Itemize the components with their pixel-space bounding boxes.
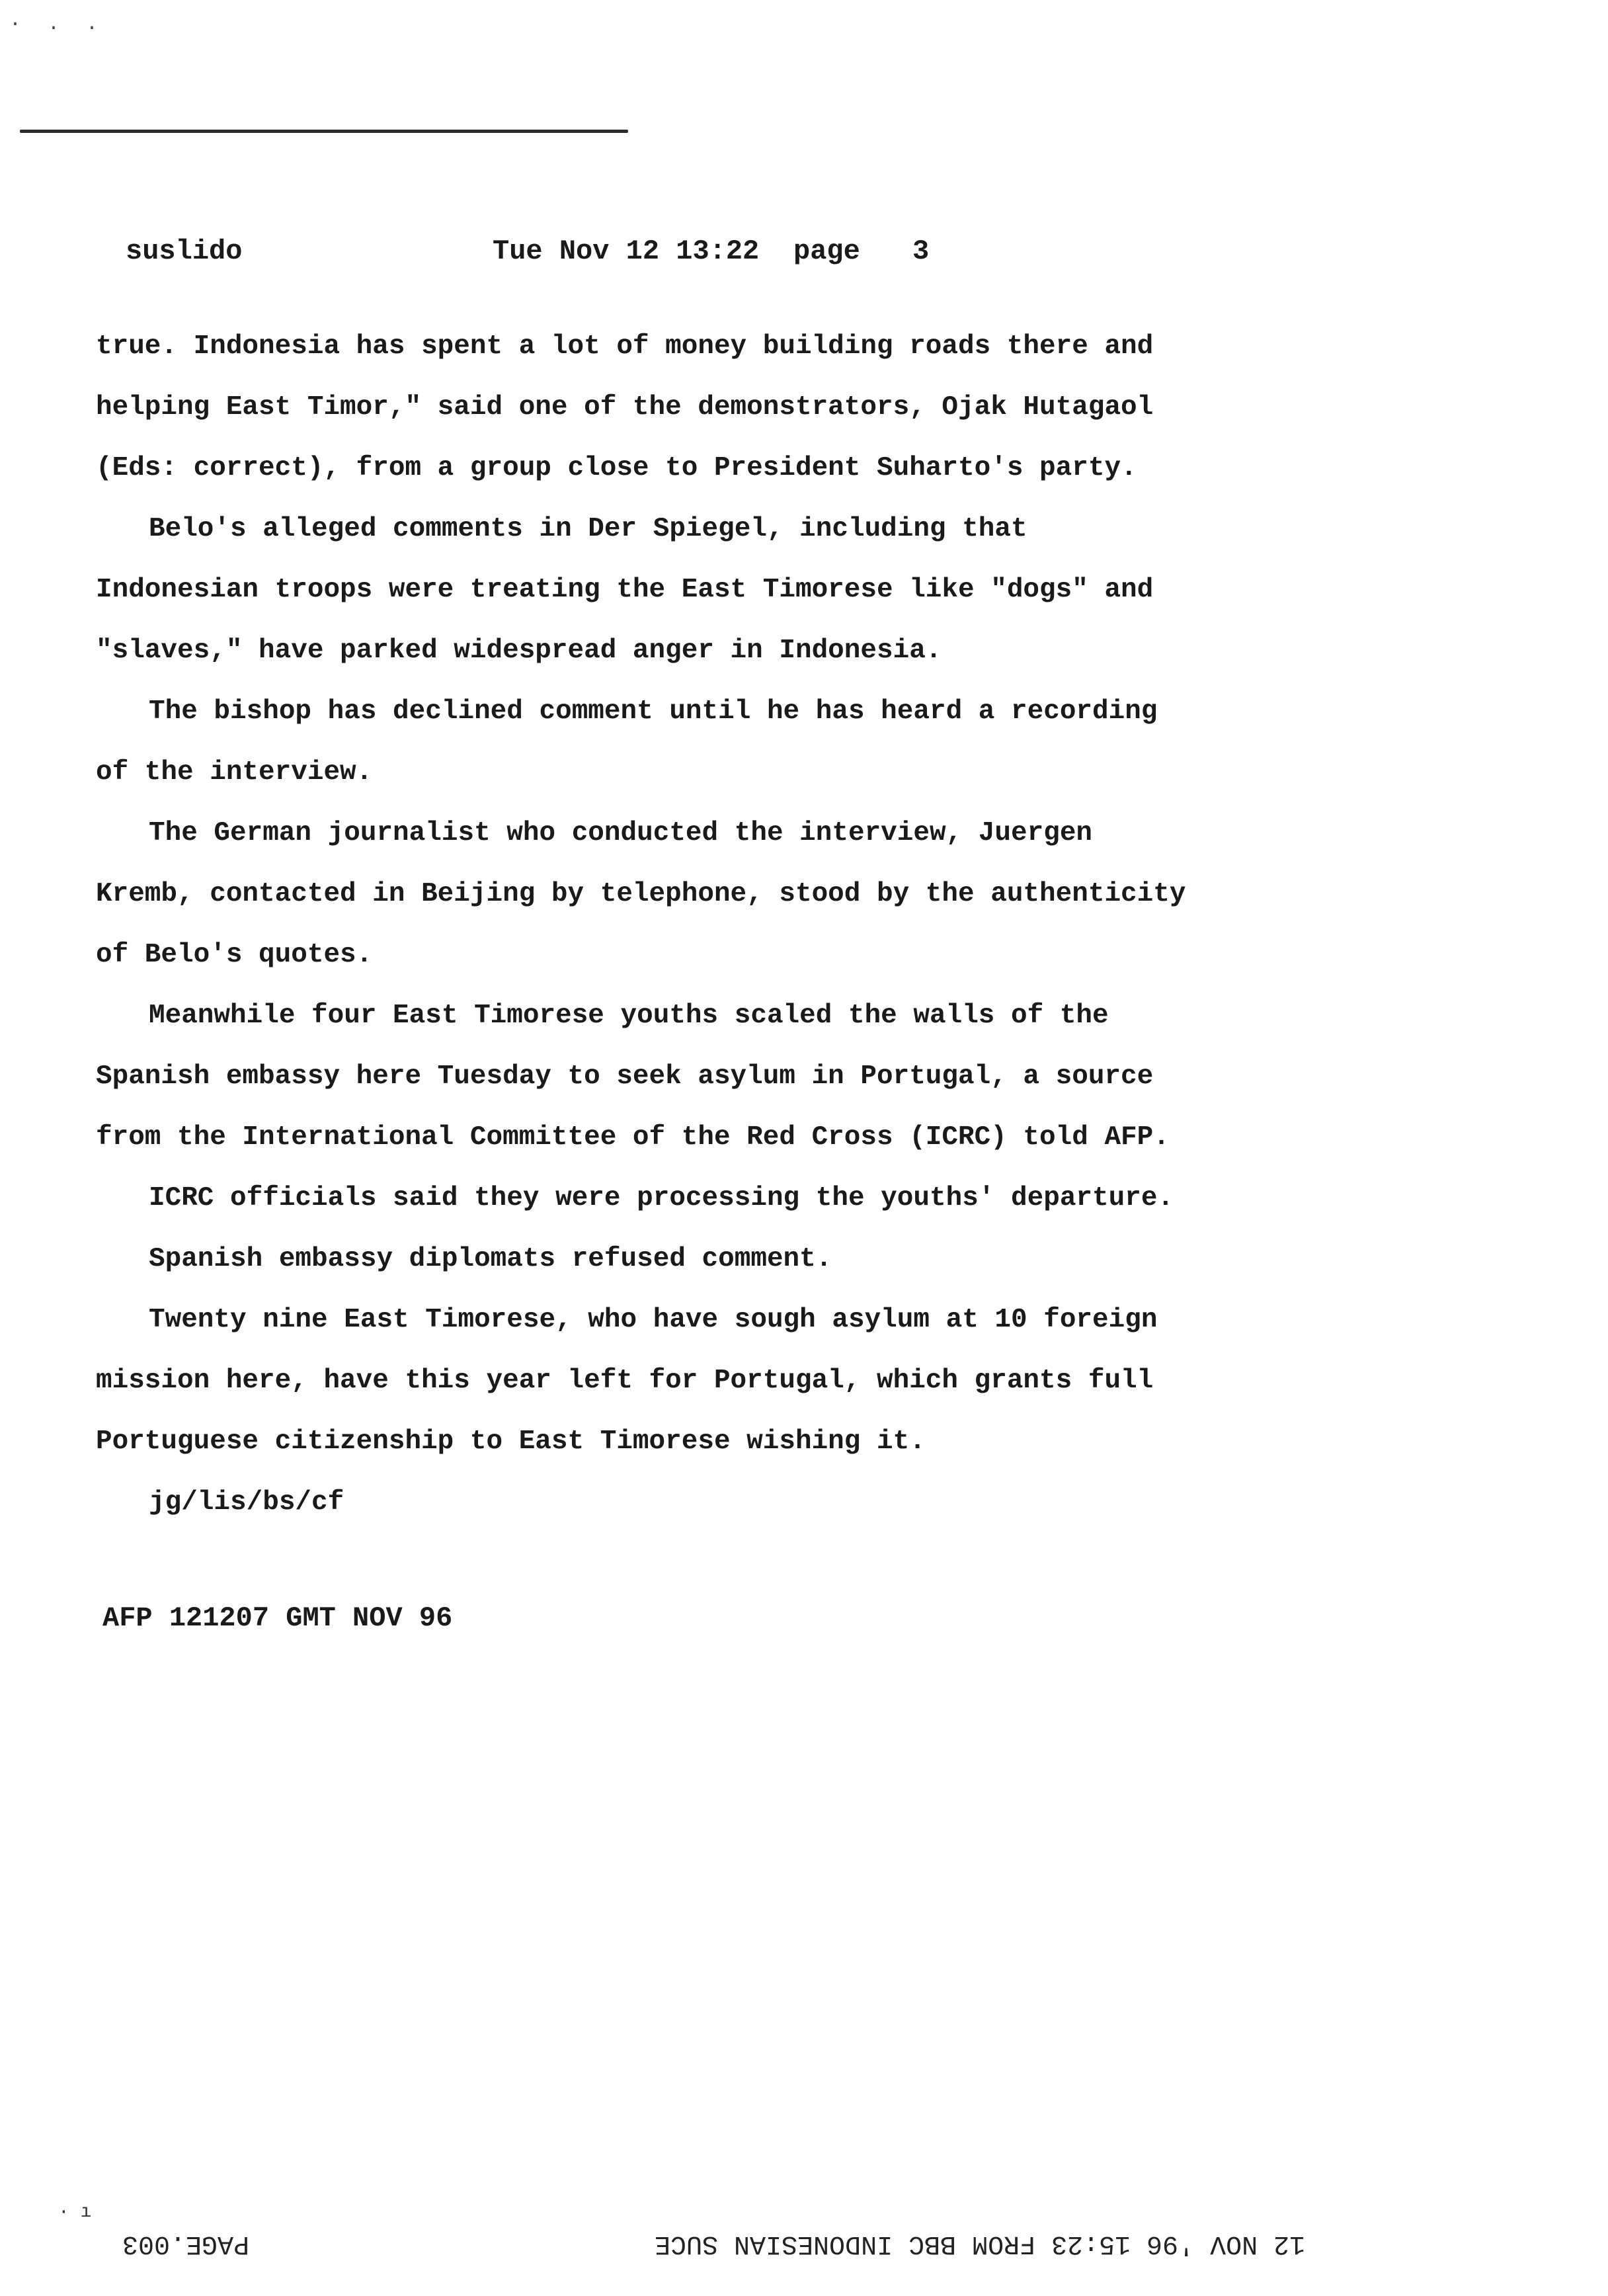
body-line: ICRC officials said they were processing the youths' departure. — [149, 1183, 1174, 1213]
body-line: true. Indonesia has spent a lot of money building roads there and — [96, 331, 1154, 362]
body-line: Twenty nine East Timorese, who have sough asylum at 10 foreign — [149, 1305, 1158, 1335]
top-rule — [20, 130, 628, 133]
body-line: Indonesian troops were treating the East Timorese like "dogs" and — [96, 575, 1154, 605]
fax-footer-transmission: 12 NOV '96 15:23 FROM BBC INDONESIAN SUCE — [655, 2229, 1306, 2258]
body-line: Belo's alleged comments in Der Spiegel, including that — [149, 514, 1027, 544]
body-line: helping East Timor," said one of the demonstrators, Ojak Hutagaol — [96, 392, 1154, 423]
body-line: Kremb, contacted in Beijing by telephone, stood by the authenticity — [96, 879, 1186, 909]
body-line: The German journalist who conducted the interview, Juergen — [149, 818, 1093, 848]
header-slug: suslido — [126, 235, 243, 267]
header-page-label: page — [793, 235, 860, 267]
body-line: jg/lis/bs/cf — [149, 1487, 344, 1518]
body-line: from the International Committee of the Red Cross (ICRC) told AFP. — [96, 1122, 1170, 1153]
body-line: Spanish embassy here Tuesday to seek asylum in Portugal, a source — [96, 1061, 1154, 1092]
fax-footer-page: PAGE.003 — [122, 2229, 250, 2258]
article-body — [96, 316, 1498, 1533]
dateline: AFP 121207 GMT NOV 96 — [102, 1602, 453, 1634]
body-line: of the interview. — [96, 757, 373, 788]
body-line: The bishop has declined comment until he has heard a recording — [149, 696, 1158, 727]
scan-specks: ·.. — [9, 13, 125, 36]
body-line: of Belo's quotes. — [96, 940, 373, 970]
header-date: Tue Nov 12 13:22 — [493, 235, 760, 267]
body-line: mission here, have this year left for Portugal, which grants full — [96, 1366, 1154, 1396]
body-line: Meanwhile four East Timorese youths scaled the walls of the — [149, 1001, 1109, 1031]
body-line: (Eds: correct), from a group close to President Suharto's party. — [96, 453, 1137, 483]
body-line: Portuguese citizenship to East Timorese wishing it. — [96, 1426, 926, 1457]
scan-specks-bottom: · ı — [58, 2202, 92, 2223]
header-page-number: 3 — [912, 235, 930, 267]
body-line: Spanish embassy diplomats refused comment. — [149, 1244, 832, 1274]
body-line: "slaves," have parked widespread anger in Indonesia. — [96, 636, 942, 666]
